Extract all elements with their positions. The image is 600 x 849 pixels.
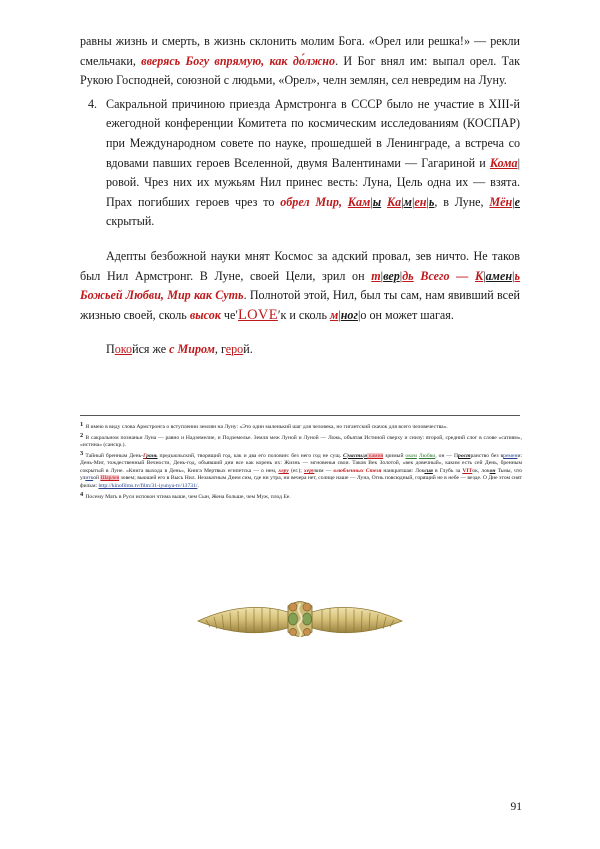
segment-bar: | xyxy=(370,194,373,209)
segment-bar: | xyxy=(346,452,348,459)
footnote-marker-1: 1 xyxy=(80,421,84,428)
fn3-itk: итк xyxy=(85,475,94,482)
geroy-highlight: еро xyxy=(225,342,244,357)
fn3-sharleya: Шарлея xyxy=(100,475,120,482)
footnote-4 xyxy=(80,490,522,502)
word-nog: ног xyxy=(340,307,358,322)
center-medallion xyxy=(288,602,312,637)
fn3-p19: (ег.); xyxy=(288,467,304,474)
pokoysya-highlight: око xyxy=(114,342,133,357)
segment-bar: | xyxy=(357,307,361,322)
fn3-p23: наикратшая: Лок xyxy=(381,467,425,474)
phrase-bozhey-lyubvi: Божьей Любви, Мир как Суть xyxy=(80,288,244,303)
word-men: Мён xyxy=(489,194,513,209)
medallion-bead-top-left xyxy=(289,603,297,611)
fn3-letter-g: Г xyxy=(143,452,147,459)
word-vysok: высок xyxy=(189,307,221,322)
fn3-rost: рост xyxy=(458,452,471,459)
pokoysya-p1: П xyxy=(106,342,115,357)
pokoysya-p5: , г xyxy=(214,342,226,357)
para2-seg6: о он может шагая. xyxy=(360,307,454,322)
segment-bar: | xyxy=(380,268,384,283)
medallion-bead-bottom-right xyxy=(304,629,311,636)
segment-bar: | xyxy=(399,268,403,283)
word-verd: вер xyxy=(383,268,400,283)
footnote-3 xyxy=(80,449,523,491)
word-y: ы xyxy=(372,194,382,209)
pokoysya-p3: йся же xyxy=(132,342,170,357)
medallion-gem-right xyxy=(303,613,312,625)
fn3-p33: зовем; вьюшей его в Высь Нил. Незакатным Днем сим, где ни утра, ни вечера нет, солнце наше — Луна, Огнь повсюдный, горящий не в небе — везде. О Дне этом снят фильм: xyxy=(80,475,522,489)
fn3-p29: Тьмы, что ул xyxy=(80,467,523,482)
fn3-p25: в Глубь за xyxy=(432,467,463,474)
fn3-heru-1: херу xyxy=(278,467,289,474)
footnote-marker-2: 2 xyxy=(80,431,84,439)
medallion-gem-left xyxy=(289,613,298,625)
fn3-siya: сия xyxy=(424,467,433,474)
fn3-p3: предъюльский, творящий год, как и два его половин: без него год не сущ. xyxy=(157,452,343,459)
word-koma: Кома xyxy=(489,155,518,170)
footnote-4-text: Посему Мать в Руси испокон чтима выше, чем Сын, Жена больше, чем Муж, плод Ее. xyxy=(85,493,291,500)
word-vsego: Всего — xyxy=(413,268,475,283)
segment-bar: | xyxy=(401,194,404,209)
item4-seg3: , в Луне, xyxy=(434,194,490,209)
word-kam: Кам xyxy=(347,194,371,209)
word-m: м xyxy=(403,194,412,209)
footnote-1 xyxy=(80,421,522,432)
fn3-p0: Тайный бренным День- xyxy=(85,452,143,459)
segment-bar: | xyxy=(512,268,515,283)
paragraph-gap-2 xyxy=(80,325,520,340)
paragraph-gap xyxy=(80,232,520,247)
fn3-vit: VIT xyxy=(462,467,473,474)
medallion-bead-top-right xyxy=(303,603,311,611)
fn3-p15: ранство без в xyxy=(470,452,504,459)
para2-seg4: че′ xyxy=(220,307,238,322)
word-m: м xyxy=(330,307,339,322)
segment-bar: | xyxy=(512,194,515,209)
segment-bar: | xyxy=(517,155,520,170)
segment-bar: | xyxy=(483,268,486,283)
para1-emphasis-red: вверясь Богу впрямую, как до́лжно xyxy=(141,53,336,68)
word-love: LOVE xyxy=(238,306,278,323)
numbered-list-item-4 xyxy=(80,95,520,232)
segment-bar: | xyxy=(362,452,365,459)
fn3-p21: вим — xyxy=(314,467,334,474)
decorative-ornament xyxy=(0,596,600,642)
footnotes-section xyxy=(80,421,523,504)
fn3-on: он xyxy=(489,467,496,474)
fn3-nya: ня xyxy=(377,452,384,459)
fn3-lyubvi: Любви xyxy=(418,452,436,459)
fn3-p35: . xyxy=(197,482,199,489)
vignette-svg xyxy=(190,596,410,642)
page-number: 91 xyxy=(510,801,522,813)
segment-bar: | xyxy=(338,307,341,322)
left-wing xyxy=(198,607,288,632)
segment-bar: | xyxy=(411,194,415,209)
fn3-remen: ремен xyxy=(503,452,518,459)
word-amen: амен xyxy=(485,268,513,283)
para2-seg1: Адепты безбожной науки мнят Космос за адский провал, зев ничто. Не таков был Нил Армстронг. В Луне, своей Цели, зрил он xyxy=(80,248,520,283)
item4-seg4: скрытый. xyxy=(106,214,155,229)
para1-seg1: равны жизнь и смерть, в жизнь склонить молим Бога. «Орел или решка!» — рекли смельчаки, xyxy=(80,34,520,68)
footnote-1-text: Я имею в виду слова Армстронга о вступлении землян на Луну: «Это один маленький шаг для человека, но гигантский скачок для всего человечества». xyxy=(85,424,448,430)
fn3-film-link[interactable]: http://kinofilms.tv/film/31-iyunya-tv/13731/ xyxy=(98,482,198,489)
item4-seg2: ровой. Чрез них их мужьям Нил принес весть: Луна, Цель одна их — взята. Прах погибших героев чрез то xyxy=(106,175,520,209)
fn3-chast: часть xyxy=(347,452,363,459)
pokoysya-p7: й. xyxy=(243,342,253,357)
footnote-separator xyxy=(80,415,520,416)
fn3-ya: я xyxy=(364,452,367,459)
para2-seg3: . Полнотой этой, Нил, был ты сам, нам явивший всей жизнью своей, сколь xyxy=(80,288,520,322)
fn3-p31: ой xyxy=(93,475,101,482)
fn3-kam: кам xyxy=(366,452,378,459)
fn3-heru-2: херу xyxy=(303,467,315,474)
right-wing xyxy=(312,607,402,632)
item4-seg1: Сакральной причиною приезда Армстронга в СССР было не участие в XIII-й ежегодной конференции Комитета по космическим исследованиям (КОСПАР) при Международном совете по науке, прошедшей в Ленинграде, а встреча со вдовами павших героев Вселенной, двумя Валентинами — Гагариной и xyxy=(106,96,520,170)
fn3-p9: зримый xyxy=(383,452,406,459)
para2-seg5: ′к и сколь xyxy=(277,307,330,322)
phrase-obrel-mir: обрел Мир, xyxy=(280,194,342,209)
list-marker: 4. xyxy=(88,96,98,111)
fn3-p17: и: День-Миг, тождественный Вечности, День-год, объявший дни все как корень их: Жизнь — мгновенья свои. Таков Век Золотой, «век довечный», каким есть сей День, бренным сокрытый в Луне. «Книга выхода в День», Книга Мертвых египетска — о нем, xyxy=(80,452,523,474)
phrase-s-mirom: с Миром xyxy=(169,342,215,357)
word-ka: К xyxy=(475,268,484,283)
word-e: е xyxy=(514,194,521,209)
fn3-p13: , он — П xyxy=(435,452,459,459)
paragraph-adepts xyxy=(80,247,520,325)
fn3-gran: рань xyxy=(146,452,158,459)
word-soft-sign: ь xyxy=(514,268,520,283)
medallion-bead-bottom-left xyxy=(290,629,297,636)
footnote-marker-3: 3 xyxy=(80,449,84,457)
segment-bar: | xyxy=(426,194,429,209)
fn3-okom: оком xyxy=(405,452,417,459)
word-t: т xyxy=(371,268,381,283)
footnote-2-text: В сакральном познаньи Луна — равно и Надземелие, и Подземелье. Земля меж Луной и Луной — Ложь, объятая Истиной сверху и снизу: второй, средний слог в слове «сатиям», «истина» (санскр.). xyxy=(80,434,522,449)
word-soft-sign: ь xyxy=(428,194,435,209)
word-d: дь xyxy=(402,268,414,283)
page-body xyxy=(80,32,520,360)
footnote-marker-4: 4 xyxy=(80,490,84,498)
footnote-2 xyxy=(80,431,522,450)
paragraph-farewell xyxy=(80,340,520,360)
paragraph-continuation xyxy=(80,32,520,91)
para1-seg2: . И Бог внял им: выпал орел. Так Рукою Господней, союзной с людьми, «Орел», челн землян, сел невредим на Луну. xyxy=(80,53,520,88)
fn3-vlyublennyh-stezya: влюбленных Стезя xyxy=(333,467,382,474)
fn3-p27: ок, лок xyxy=(472,467,490,474)
word-ka: Ка xyxy=(386,194,402,209)
list-item-text xyxy=(106,95,520,232)
fn3-letter-s: С xyxy=(342,452,347,459)
word-en: ен xyxy=(414,194,427,209)
